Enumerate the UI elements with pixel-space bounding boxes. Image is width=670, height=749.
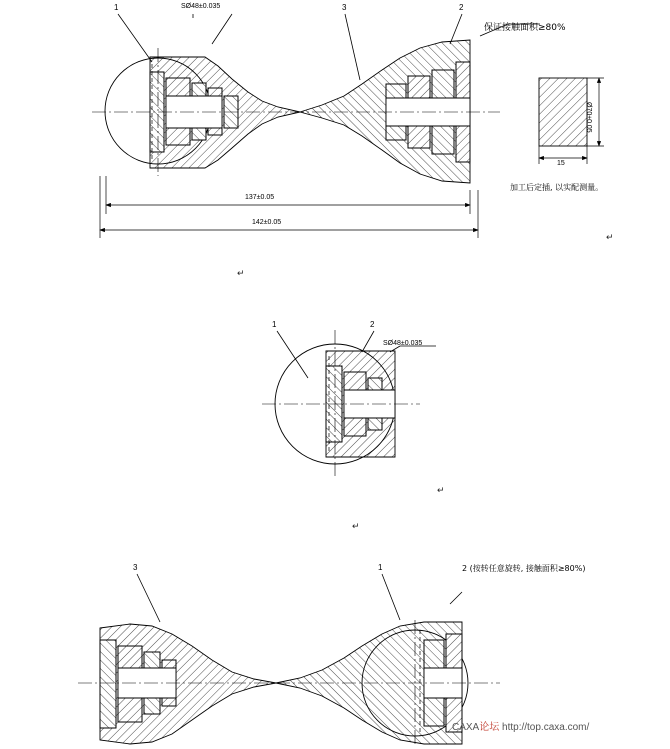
sphere-dim-note-top: SØ48±0.035 bbox=[181, 3, 221, 10]
paragraph-mark-2: ↵ bbox=[237, 268, 245, 278]
rotation-contact-note-bottom: 2 (按转任意旋转, 接触面积≥80%) bbox=[462, 564, 586, 573]
paragraph-mark-4: ↵ bbox=[352, 521, 360, 531]
balloon-2-top: 2 bbox=[459, 3, 464, 12]
top-view-geometry bbox=[105, 40, 470, 183]
detail-width-label: 15 bbox=[557, 160, 565, 167]
contact-area-note-top: 保证接触面积≥80% bbox=[484, 23, 566, 33]
balloon-1-bottom: 1 bbox=[378, 563, 383, 572]
top-view-dimensions bbox=[100, 176, 478, 238]
paragraph-mark-3: ↵ bbox=[437, 485, 445, 495]
balloon-2-middle: 2 bbox=[370, 320, 375, 329]
dimension-137: 137±0.05 bbox=[245, 194, 275, 201]
fit-note-top: 加工后定插, 以实配测量。 bbox=[510, 183, 604, 192]
watermark-prefix: CAXA bbox=[452, 722, 480, 733]
paragraph-mark-1: ↵ bbox=[606, 232, 614, 242]
balloon-1-middle: 1 bbox=[272, 320, 277, 329]
balloon-3-bottom: 3 bbox=[133, 563, 138, 572]
balloon-3-top: 3 bbox=[342, 3, 347, 12]
watermark bbox=[452, 718, 589, 733]
sphere-dim-note-middle: SØ48±0.035 bbox=[383, 340, 423, 347]
balloon-1-top: 1 bbox=[114, 3, 119, 12]
watermark-highlight: 论坛 bbox=[479, 722, 500, 733]
watermark-url: http://top.caxa.com/ bbox=[502, 722, 590, 733]
square-stock-detail-geometry bbox=[539, 78, 604, 164]
detail-diameter-label: Ø70±0.05 bbox=[585, 102, 592, 133]
dimension-142: 142±0.05 bbox=[252, 219, 282, 226]
bottom-view-leaders bbox=[137, 574, 462, 622]
